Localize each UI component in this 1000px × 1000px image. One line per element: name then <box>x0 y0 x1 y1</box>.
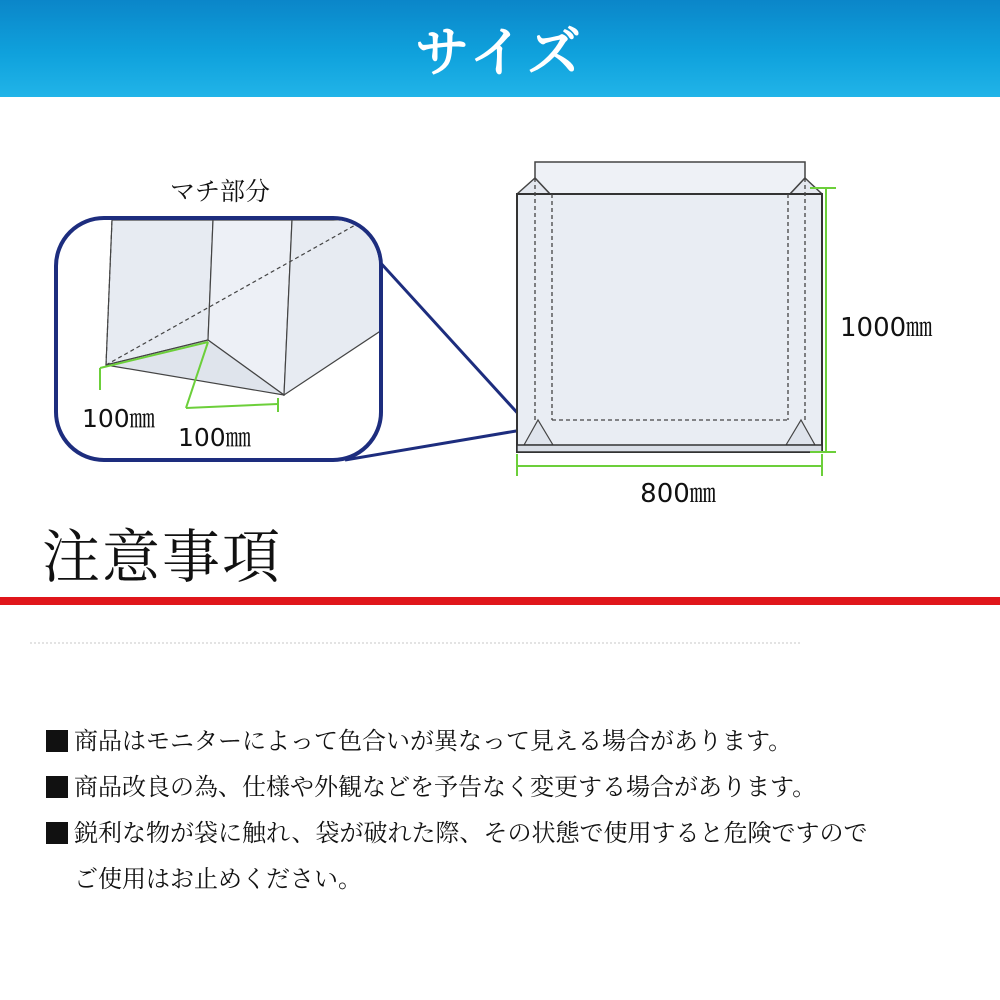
gusset-width-label-a: 100㎜ <box>82 404 155 433</box>
height-label: 1000㎜ <box>840 313 933 343</box>
notice-list <box>46 718 986 902</box>
bag-bottom-seal <box>517 445 822 452</box>
square-bullet-icon <box>46 822 68 844</box>
notice-text: 鋭利な物が袋に触れ、袋が破れた際、その状態で使用すると危険ですので ご使用はお止めください。 <box>74 819 868 893</box>
header-banner <box>0 0 1000 97</box>
section-title-size: サイズ <box>415 21 585 84</box>
list-item <box>46 718 986 764</box>
bag-back-top <box>535 162 805 194</box>
square-bullet-icon <box>46 730 68 752</box>
callout-connector-top <box>378 260 522 418</box>
gusset-callout <box>56 177 522 460</box>
notice-divider <box>0 597 1000 605</box>
width-label: 800㎜ <box>640 479 716 509</box>
square-bullet-icon <box>46 776 68 798</box>
bag-drawing <box>517 162 933 509</box>
list-item <box>46 764 986 810</box>
faint-divider <box>30 642 800 644</box>
gusset-width-label-b: 100㎜ <box>178 423 251 452</box>
gusset-label: マチ部分 <box>169 177 271 206</box>
bag-front-panel <box>517 194 822 452</box>
notice-text: 商品はモニターによって色合いが異なって見える場合があります。 <box>74 727 793 755</box>
list-item <box>46 810 986 902</box>
size-diagram <box>0 150 1000 520</box>
section-title-notice: 注意事項 <box>42 523 283 591</box>
notice-text: 商品改良の為、仕様や外観などを予告なく変更する場合があります。 <box>74 773 817 801</box>
